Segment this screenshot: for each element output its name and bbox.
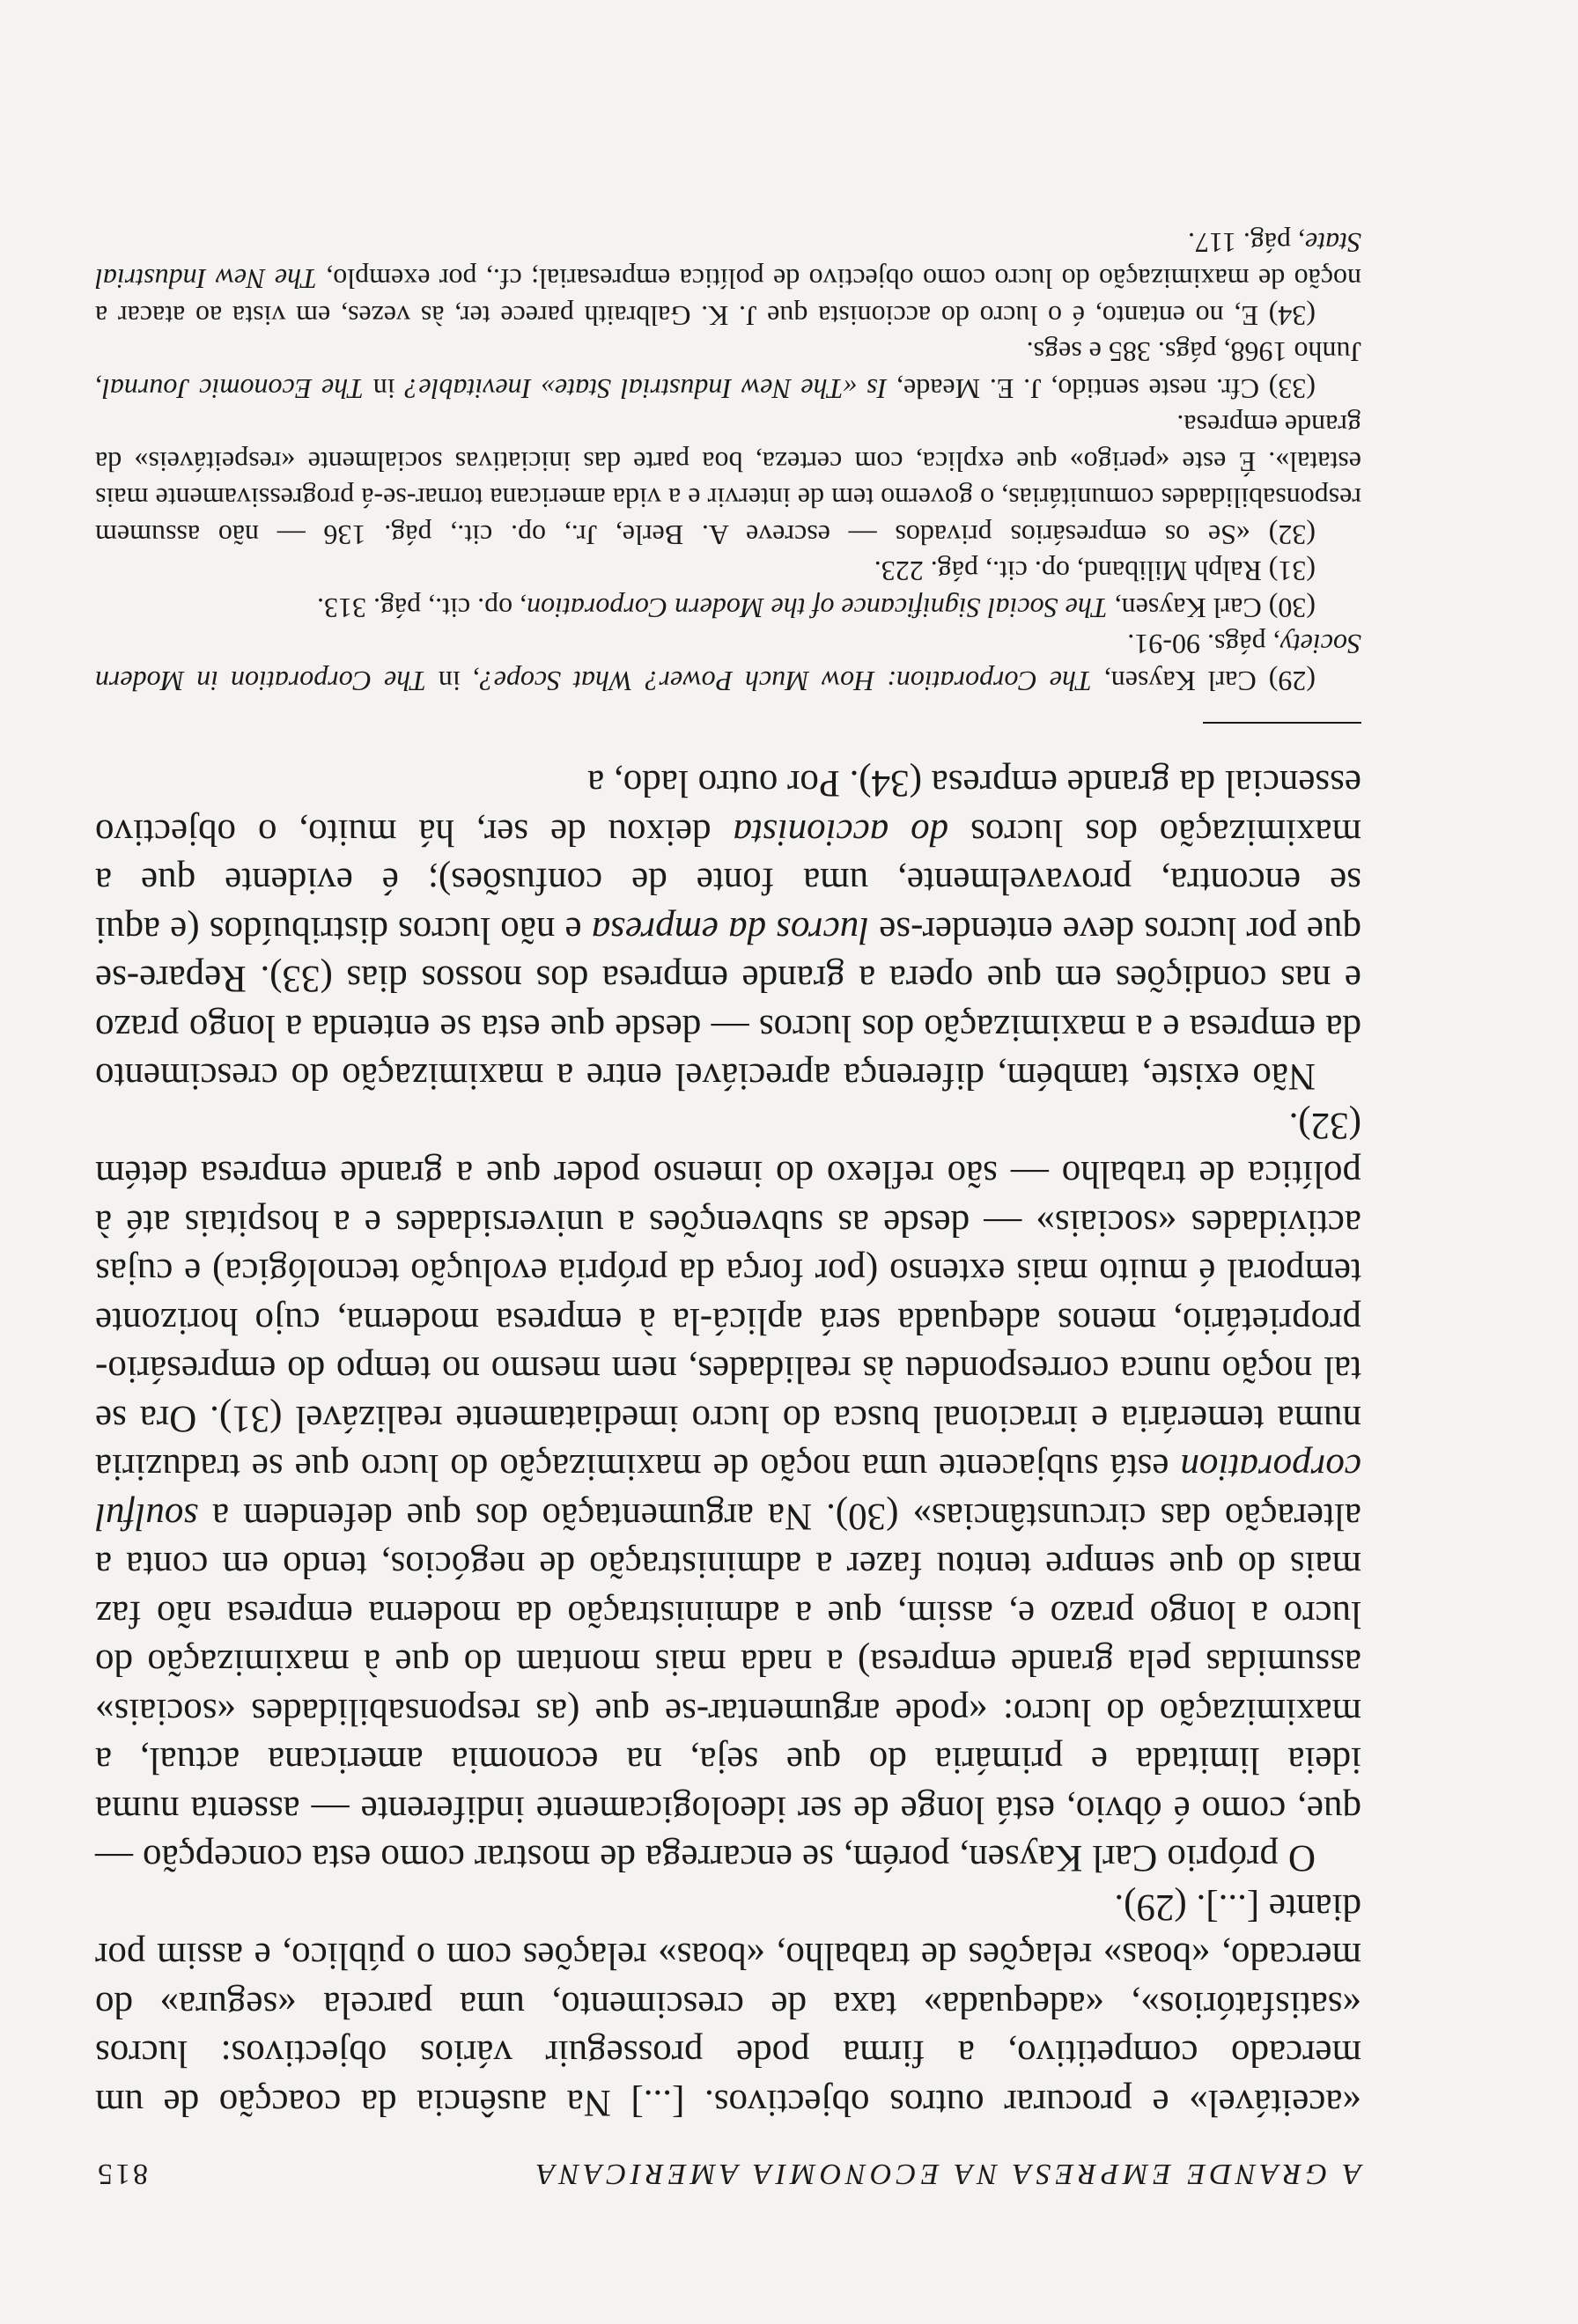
footnote-30: (30) Carl Kaysen, The Social Significance of the Modern Corporation, op. cit., pág. 313.	[316, 592, 1316, 624]
italic-text: The Corporation in Modern Society	[94, 629, 1361, 697]
running-header	[95, 2157, 1361, 2190]
footnote-33: (33) Cfr. neste sentido, J. E. Meade, Is «The New Industrial State» Inevitable? in The Economic Journal, Junho 1968, págs. 385 e segs.	[95, 336, 1361, 405]
italic-text: The Economic Journal	[102, 373, 364, 405]
body-text	[95, 759, 1361, 2127]
footnotes	[95, 224, 1361, 700]
footnote-34: (34) E, no entanto, é o lucro do accionista que J. K. Galbraith parece ter, às vezes, em vista ao atacar a noção de maximização do lucro como objectivo de política empresarial; cf., por exemplo, The New Industrial State, pág. 117.	[94, 227, 1361, 332]
running-title: A GRANDE EMPRESA NA ECONOMIA AMERICANA	[532, 2158, 1361, 2190]
italic-text: The New Industrial State	[94, 227, 1361, 296]
italic-text: Is «The New Industrial State» Inevitable?	[404, 373, 888, 405]
italic-text: soulful corporation	[95, 1446, 1361, 1537]
italic-text: The Corporation: How Much Power? What Scope?	[479, 666, 1092, 697]
italic-text: lucros da empresa	[591, 909, 870, 951]
paragraph-1: «aceitável» e procurar outros objectivos. [...] Na ausência da coacção de um mercado competitivo, a firma pode prosseguir vários objectivos: lucros «satisfatórios», «adequada» taxa de crescimento, uma parcela «segura» do mercado, «boas» relações de trabalho, «boas» relações com o público, e assim por diante [...]. (29).	[95, 1886, 1361, 2123]
italic-text: The Social Significance of the Modern Corporation	[527, 592, 1108, 624]
italic-text: do accionista	[733, 812, 949, 853]
footnote-29: (29) Carl Kaysen, The Corporation: How Much Power? What Scope?, in The Corporation in Modern Society, págs. 90-91.	[94, 629, 1361, 697]
paragraph-3: Não existe, também, diferença apreciável entre a maximização do crescimento da empresa e a maximização dos lucros — desde que esta se entenda a longo prazo e nas condições em que opera a grande empresa dos nossos dias (33). Repare-se que por lucros deve entender-se lucros da empresa e não lucros distribuídos (e aqui se encontra, provavelmente, uma fonte de confusões); é evidente que a maximização dos lucros do accionista deixou de ser, há muito, o objectivo essencial da grande empresa (34). Por outro lado, a	[95, 762, 1361, 1098]
footnote-separator	[1203, 722, 1361, 724]
page-number: 815	[95, 2158, 148, 2190]
page-content	[95, 224, 1361, 2191]
paragraph-2: O próprio Carl Kaysen, porém, se encarrega de mostrar como esta concepção — que, como é óbvio, está longe de ser ideologicamente indiferente — assenta numa ideia limitada e primária do que seja, na economia americana actual, a maximização do lucro: «pode argumentar-se que (as responsabilidades «sociais» assumidas pela grande empresa) a nada mais montam do que à maximização do lucro a longo prazo e, assim, que a administração da moderna empresa não faz mais do que sempre tentou fazer a administração de negócios, tendo em conta a alteração das circunstâncias» (30). Na argumentação dos que defendem a soulful corporation está subjacente uma noção de maximização do lucro que se traduziria numa temerária e irracional busca do lucro imediatamente realizável (31). Ora se tal noção nunca correspondeu às realidades, nem mesmo no tempo do empresário-proprietário, menos adequada será aplicá-la à empresa moderna, cujo horizonte temporal é muito mais extenso (por força da própria evolução tecnológica) e cujas actividades «sociais» — desde as subvenções a universidades e a hospitais até à política de trabalho — são reflexo do imenso poder que a grande empresa detém (32).	[95, 1105, 1361, 1879]
footnote-32: (32) «Se os empresários privados — escreve A. Berle, Jr., op. cit., pág. 136 — não assumem responsabilidades comunitárias, o governo tem de intervir e a vida americana tornar-se-á progressivamente mais estatal». É este «perigo» que explica, com certeza, boa parte das iniciativas socialmente «respeitáveis» da grande empresa.	[95, 409, 1361, 551]
footnote-31: (31) Ralph Miliband, op. cit., pág. 223.	[874, 555, 1316, 588]
